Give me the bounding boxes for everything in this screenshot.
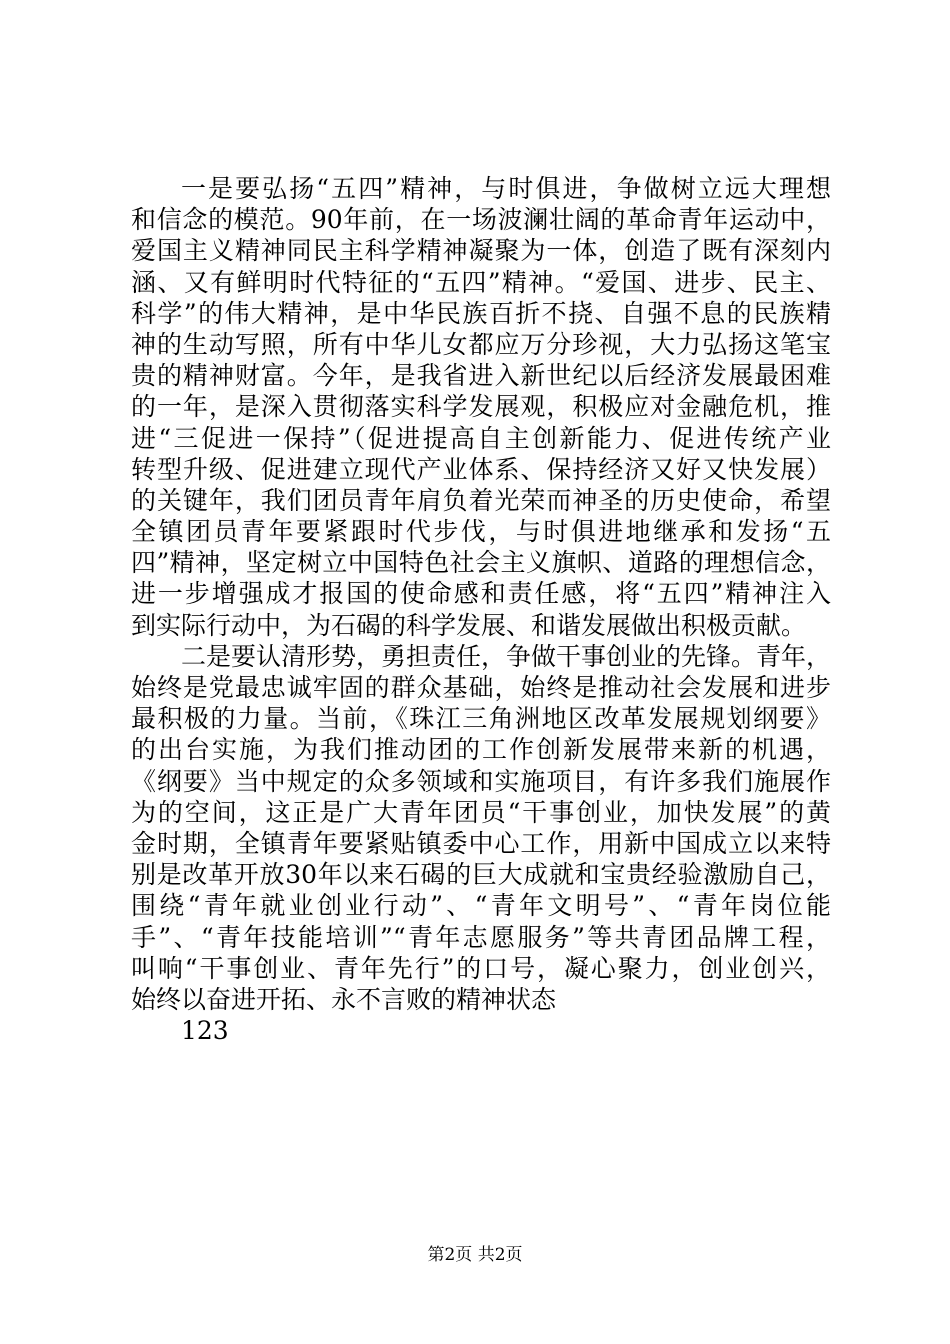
text-line: 叫响“干事创业、青年先行”的口号，凝心聚力，创业创兴， <box>131 953 831 983</box>
text-line: 别是改革开放30年以来石碣的巨大成就和宝贵经验激励自己， <box>131 860 831 890</box>
text-line: 最积极的力量。当前，《珠江三角洲地区改革发展规划纲要》 <box>131 704 831 734</box>
text-line: 手”、“青年技能培训”“青年志愿服务”等共青团品牌工程， <box>131 922 831 952</box>
text-line: 涵、又有鲜明时代特征的“五四”精神。“爱国、进步、民主、 <box>131 267 831 297</box>
page-number-text: 123 <box>181 1016 229 1046</box>
body-text <box>131 173 831 1046</box>
text-line: 二是要认清形势，勇担责任，争做干事创业的先锋。青年， <box>181 641 832 671</box>
paragraph <box>131 173 831 641</box>
text-line: 一是要弘扬“五四”精神，与时俱进，争做树立远大理想 <box>181 174 831 203</box>
text-line: 始终以奋进开拓、永不言败的精神状态 <box>131 984 557 1014</box>
text-line: 和信念的模范。90年前，在一场波澜壮阔的革命青年运动中， <box>131 205 831 235</box>
text-line: 始终是党最忠诚牢固的群众基础，始终是推动社会发展和进步 <box>131 673 831 702</box>
text-line: 爱国主义精神同民主科学精神凝聚为一体，创造了既有深刻内 <box>131 236 831 266</box>
page-footer: 第2页 共2页 <box>427 1245 523 1265</box>
text-line: 围绕“青年就业创业行动”、“青年文明号”、“青年岗位能 <box>131 891 831 921</box>
text-line: 到实际行动中，为石碣的科学发展、和谐发展做出积极贡献。 <box>131 610 807 640</box>
text-line: 神的生动写照，所有中华儿女都应万分珍视，大力弘扬这笔宝 <box>131 329 831 359</box>
text-line: 科学”的伟大精神，是中华民族百折不挠、自强不息的民族精 <box>131 298 831 328</box>
text-line: 转型升级、促进建立现代产业体系、保持经济又好又快发展） <box>131 454 831 484</box>
text-line: 进“三促进一保持”（促进提高自主创新能力、促进传统产业 <box>131 423 831 453</box>
text-line: 全镇团员青年要紧跟时代步伐，与时俱进地继承和发扬“五 <box>131 517 831 547</box>
text-line: 的出台实施，为我们推动团的工作创新发展带来新的机遇， <box>131 735 831 765</box>
paragraph <box>131 641 831 1015</box>
text-line: 为的空间，这正是广大青年团员“干事创业，加快发展”的黄 <box>131 797 831 827</box>
text-line: 《纲要》当中规定的众多领域和实施项目，有许多我们施展作 <box>131 766 831 796</box>
text-line: 贵的精神财富。今年，是我省进入新世纪以后经济发展最困难 <box>131 361 831 391</box>
text-line: 金时期，全镇青年要紧贴镇委中心工作，用新中国成立以来特 <box>131 828 831 858</box>
text-line: 的一年，是深入贯彻落实科学发展观，积极应对金融危机，推 <box>131 392 831 422</box>
text-line: 进一步增强成才报国的使命感和责任感，将“五四”精神注入 <box>131 579 831 609</box>
text-line: 四”精神，坚定树立中国特色社会主义旗帜、道路的理想信念， <box>131 548 831 578</box>
text-line: 的关键年，我们团员青年肩负着光荣而神圣的历史使命，希望 <box>131 485 831 515</box>
